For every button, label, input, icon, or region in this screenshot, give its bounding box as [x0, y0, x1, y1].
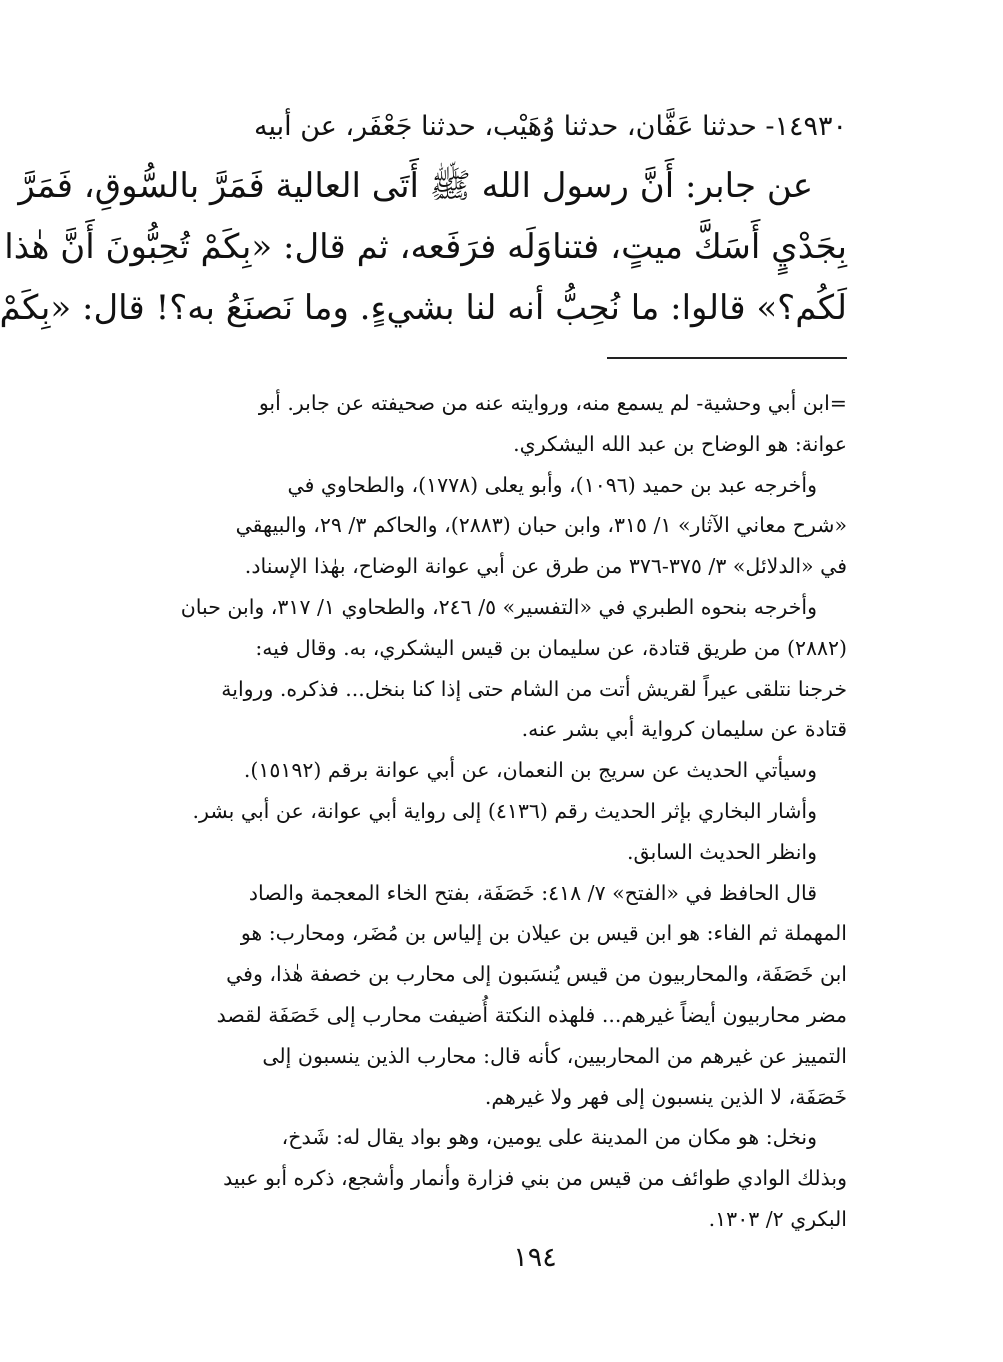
footnote-line: مضر محاربيون أيضاً غيرهم... فلهذه النكتة أُضيفت محارب إلى خَصَفَة لقصد: [216, 1002, 847, 1027]
footnote-line: قال الحافظ في «الفتح» ٧/ ٤١٨: خَصَفَة، بفتح الخاء المعجمة والصاد: [248, 880, 817, 905]
page-number: ١٩٤: [513, 1242, 557, 1273]
footnote-line: المهملة ثم الفاء: هو ابن قيس بن عيلان بن إلياس بن مُضَر، ومحارب: هو: [240, 921, 847, 946]
footnote-line: قتادة عن سليمان كرواية أبي بشر عنه.: [521, 717, 847, 742]
footnote-line: ابن خَصَفَة، والمحاربيون من قيس يُنسَبون إلى محارب بن خصفة هٰذا، وفي: [226, 962, 847, 987]
footnote-separator: [607, 357, 847, 359]
hadith-line: لَكُم؟» قالوا: ما نُحِبُّ أنه لنا بشيءٍ. وما نَصنَعُ به؟! قال: «بِكَمْ: [0, 288, 847, 328]
hadith-line: عن جابر: أَنَّ رسول الله ﷺ أَتَى العالية فَمَرَّ بالسُّوقِ، فَمَرَّ: [18, 166, 813, 206]
footnote-line: وأخرجه بنحوه الطبري في «التفسير» ٥/ ٢٤٦، والطحاوي ١/ ٣١٧، وابن حبان: [180, 594, 817, 619]
hadith-line: ١٤٩٣٠- حدثنا عَفَّان، حدثنا وُهَيْب، حدثنا جَعْفَر، عن أبيه: [253, 111, 847, 142]
footnotes: [127, 383, 847, 1240]
page-body: [0, 98, 847, 1240]
footnote-line: ونخل: هو مكان من المدينة على يومين، وهو بواد يقال له: شَدخ،: [281, 1125, 817, 1150]
footnote-line: وانظر الحديث السابق.: [626, 839, 817, 864]
footnote-line: في «الدلائل» ٣/ ٣٧٥-٣٧٦ من طرق عن أبي عوانة الوضاح، بهٰذا الإسناد.: [244, 554, 847, 579]
footnote-line: «شرح معاني الآثار» ١/ ٣١٥، وابن حبان (٢٨٨٣)، والحاكم ٣/ ٢٩، والبيهقي: [235, 513, 847, 538]
footnote-line: البكري ٢/ ١٣٠٣.: [708, 1206, 847, 1231]
footnote-line: وأخرجه عبد بن حميد (١٠٩٦)، وأبو يعلى (١٧٧٨)، والطحاوي في: [287, 472, 817, 497]
footnote-line: عوانة: هو الوضاح بن عبد الله اليشكري.: [513, 431, 847, 456]
footnote-line: وبذلك الوادي طوائف من قيس من بني فزارة وأنمار وأشجع، ذكره أبو عبيد: [223, 1166, 847, 1191]
hadith-line: بِجَدْيٍ أَسَكَّ ميتٍ، فتناوَلَه فرَفَعه، ثم قال: «بِكَمْ تُحِبُّونَ أَنَّ هٰذا: [4, 227, 847, 267]
footnote-line: وأشار البخاري بإثر الحديث رقم (٤١٣٦) إلى رواية أبي عوانة، عن أبي بشر.: [192, 798, 817, 823]
footnote-line: التمييز عن غيرهم من المحاربيين، كأنه قال: محارب الذين ينسبون إلى: [262, 1043, 847, 1068]
footnote-line: خَصَفَة، لا الذين ينسبون إلى فهر ولا غيرهم.: [484, 1084, 847, 1109]
footnote-line: (٢٨٨٢) من طريق قتادة، عن سليمان بن قيس اليشكري، به. وقال فيه:: [255, 635, 847, 660]
footnote-line: خرجنا نتلقى عيراً لقريش أتت من الشام حتى إذا كنا بنخل... فذكره. ورواية: [221, 676, 847, 701]
footnote-line: =ابن أبي وحشية- لم يسمع منه، وروايته عنه من صحيفته عن جابر. أبو: [258, 391, 847, 415]
footnote-line: وسيأتي الحديث عن سريج بن النعمان، عن أبي عوانة برقم (١٥١٩٢).: [243, 758, 817, 783]
hadith-text: [0, 98, 847, 339]
